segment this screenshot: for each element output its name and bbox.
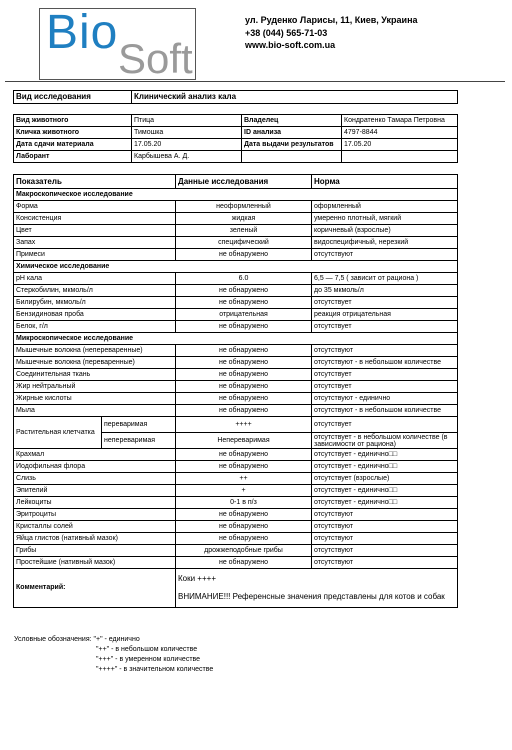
indicator-value: жидкая: [176, 213, 312, 225]
indicator-norm: отсутствуют: [312, 521, 458, 533]
fiber-digestible-label: переваримая: [102, 417, 176, 433]
comment-row: [14, 569, 458, 608]
indicator-norm: отсутствуют - единично: [312, 393, 458, 405]
indicator-norm: отсутствует (взрослые): [312, 473, 458, 485]
header-divider: [5, 81, 505, 82]
indicator-value: не обнаружено: [176, 297, 312, 309]
indicator-name: Цвет: [14, 225, 176, 237]
indicator-value: не обнаружено: [176, 533, 312, 545]
column-indicator: Показатель: [14, 175, 176, 189]
legend-line: "++++" - в значительном количестве: [96, 666, 214, 673]
species-label: Вид животного: [14, 115, 132, 127]
indicator-value: не обнаружено: [176, 249, 312, 261]
indicator-name: Примеси: [14, 249, 176, 261]
comment-label: Комментарий:: [14, 569, 176, 608]
indicator-norm: видоспецифичный, нерезкий: [312, 237, 458, 249]
lab-label: Лаборант: [14, 151, 132, 163]
indicator-name: Кристаллы солей: [14, 521, 176, 533]
indicator-name: Форма: [14, 201, 176, 213]
fiber-indigestible-norm: отсутствует - в небольшом количестве (в зависимости от рациона): [312, 433, 458, 449]
indicator-name: Мышечные волокна (непереваренные): [14, 345, 176, 357]
column-data: Данные исследования: [176, 175, 312, 189]
website: www.bio-soft.com.ua: [245, 40, 336, 50]
indicator-value: неоформленный: [176, 201, 312, 213]
table-row: [14, 273, 458, 285]
fiber-indigestible-value: Непереваримая: [176, 433, 312, 449]
table-row: [14, 369, 458, 381]
indicator-norm: отсутствуют - в небольшом количестве: [312, 405, 458, 417]
logo-bio-text: Bio: [46, 8, 119, 59]
info-row: [14, 115, 458, 127]
fiber-indigestible-label: непереваримая: [102, 433, 176, 449]
table-row: [14, 225, 458, 237]
owner-value: Кондратенко Тамара Петровна: [342, 115, 458, 127]
indicator-value: не обнаружено: [176, 449, 312, 461]
table-row: [14, 417, 458, 433]
table-row: [14, 557, 458, 569]
legend-line: "++" - в небольшом количестве: [96, 646, 198, 653]
indicator-norm: отсутствуют: [312, 345, 458, 357]
indicator-norm: отсутствует: [312, 381, 458, 393]
indicator-norm: отсутствуют: [312, 509, 458, 521]
results-table: [13, 174, 458, 608]
indicator-name: Крахмал: [14, 449, 176, 461]
study-type-table: [13, 90, 458, 104]
table-row: [14, 473, 458, 485]
table-row: [14, 497, 458, 509]
indicator-value: 6.0: [176, 273, 312, 285]
table-row: [14, 201, 458, 213]
indicator-value: дрожжеподобные грибы: [176, 545, 312, 557]
indicator-norm: отсутствует - единично□□: [312, 461, 458, 473]
indicator-norm: отсутствуют: [312, 545, 458, 557]
indicator-value: не обнаружено: [176, 357, 312, 369]
indicator-name: Запах: [14, 237, 176, 249]
indicator-name: Билирубин, мкмоль/л: [14, 297, 176, 309]
contact-block: [245, 14, 418, 52]
address: ул. Руденко Ларисы, 11, Киев, Украина: [245, 15, 418, 25]
analysis-id-value: 4797-8844: [342, 127, 458, 139]
indicator-name: Лейкоциты: [14, 497, 176, 509]
nickname-value: Тимошка: [132, 127, 242, 139]
indicator-value: не обнаружено: [176, 345, 312, 357]
indicator-norm: отсутствует: [312, 297, 458, 309]
indicator-name: Мышечные волокна (переваренные): [14, 357, 176, 369]
indicator-norm: 6,5 — 7,5 ( зависит от рациона ): [312, 273, 458, 285]
section-header: [14, 189, 458, 201]
table-row: [14, 449, 458, 461]
indicator-name: Соединительная ткань: [14, 369, 176, 381]
indicator-name: Мыла: [14, 405, 176, 417]
indicator-value: не обнаружено: [176, 285, 312, 297]
indicator-value: не обнаружено: [176, 405, 312, 417]
indicator-norm: отсутствует: [312, 369, 458, 381]
legend: [14, 635, 213, 675]
indicator-norm: отсутствует: [312, 321, 458, 333]
info-row: [14, 139, 458, 151]
indicator-value: не обнаружено: [176, 381, 312, 393]
indicator-name: Грибы: [14, 545, 176, 557]
section-micro: Микроскопическое исследование: [14, 333, 458, 345]
study-type-value: Клинический анализ кала: [132, 91, 458, 104]
indicator-name: Слизь: [14, 473, 176, 485]
phone: +38 (044) 565-71-03: [245, 27, 328, 38]
owner-label: Владелец: [242, 115, 342, 127]
table-row: [14, 249, 458, 261]
table-row: [14, 213, 458, 225]
table-row: [14, 381, 458, 393]
indicator-name: pH кала: [14, 273, 176, 285]
indicator-norm: реакция отрицательная: [312, 309, 458, 321]
section-chem: Химическое исследование: [14, 261, 458, 273]
table-row: [14, 461, 458, 473]
table-row: [14, 357, 458, 369]
table-row: [14, 321, 458, 333]
indicator-value: специфический: [176, 237, 312, 249]
indicator-norm: отсутствуют - в небольшом количестве: [312, 357, 458, 369]
section-header: [14, 333, 458, 345]
study-type-label: Вид исследования: [14, 91, 132, 104]
info-row: [14, 127, 458, 139]
indicator-name: Белок, г/л: [14, 321, 176, 333]
table-row: [14, 285, 458, 297]
indicator-norm: до 35 мкмоль/л: [312, 285, 458, 297]
table-row: [14, 345, 458, 357]
table-row: [14, 405, 458, 417]
indicator-value: +: [176, 485, 312, 497]
indicator-value: отрицательная: [176, 309, 312, 321]
indicator-value: не обнаружено: [176, 521, 312, 533]
analysis-id-label: ID анализа: [242, 127, 342, 139]
results-header-row: [14, 175, 458, 189]
fiber-name: Растительная клетчатка: [14, 417, 102, 449]
indicator-norm: отсутствует - единично□□: [312, 485, 458, 497]
table-row: [14, 309, 458, 321]
table-row: [14, 297, 458, 309]
submit-date-label: Дата сдачи материала: [14, 139, 132, 151]
table-row: [14, 485, 458, 497]
indicator-name: Эритроциты: [14, 509, 176, 521]
empty-cell: [242, 151, 342, 163]
column-norm: Норма: [312, 175, 458, 189]
indicator-value: не обнаружено: [176, 321, 312, 333]
indicator-name: Эпителий: [14, 485, 176, 497]
result-date-label: Дата выдачи результатов: [242, 139, 342, 151]
table-row: [14, 509, 458, 521]
result-date-value: 17.05.20: [342, 139, 458, 151]
indicator-norm: оформленный: [312, 201, 458, 213]
indicator-value: не обнаружено: [176, 557, 312, 569]
indicator-name: Консистенция: [14, 213, 176, 225]
comment-body: [176, 569, 458, 608]
section-macro: Макроскопическое исследование: [14, 189, 458, 201]
indicator-norm: отсутствует - единично□□: [312, 449, 458, 461]
indicator-norm: коричневый (взрослые): [312, 225, 458, 237]
empty-cell: [342, 151, 458, 163]
indicator-name: Жирные кислоты: [14, 393, 176, 405]
lab-value: Карбышева А. Д.: [132, 151, 242, 163]
indicator-norm: отсутствуют: [312, 249, 458, 261]
table-row: [14, 393, 458, 405]
indicator-norm: отсутствует - единично□□: [312, 497, 458, 509]
table-row: [14, 521, 458, 533]
indicator-norm: умеренно плотный, мягкий: [312, 213, 458, 225]
indicator-name: Стеркобилин, мкмоль/л: [14, 285, 176, 297]
comment-warning: ВНИМАНИЕ!!! Референсные значения представлены для котов и собак: [178, 592, 445, 601]
fiber-digestible-norm: отсутствует: [312, 417, 458, 433]
fiber-digestible-value: ++++: [176, 417, 312, 433]
legend-line: "+++" - в умеренном количестве: [96, 656, 201, 663]
indicator-value: не обнаружено: [176, 509, 312, 521]
indicator-norm: отсутствуют: [312, 533, 458, 545]
indicator-value: не обнаружено: [176, 393, 312, 405]
patient-info-table: [13, 114, 458, 163]
species-value: Птица: [132, 115, 242, 127]
section-header: [14, 261, 458, 273]
info-row: [14, 151, 458, 163]
submit-date-value: 17.05.20: [132, 139, 242, 151]
biosoft-logo: [39, 8, 196, 80]
indicator-name: Бензидиновая проба: [14, 309, 176, 321]
comment-line: Коки ++++: [178, 574, 216, 583]
table-row: [14, 545, 458, 557]
indicator-value: ++: [176, 473, 312, 485]
indicator-value: зеленый: [176, 225, 312, 237]
nickname-label: Кличка животного: [14, 127, 132, 139]
legend-line: Условные обозначения: "+" - единично: [14, 636, 140, 643]
indicator-value: не обнаружено: [176, 461, 312, 473]
indicator-name: Иодофильная флора: [14, 461, 176, 473]
indicator-name: Яйца глистов (нативный мазок): [14, 533, 176, 545]
indicator-name: Жир нейтральный: [14, 381, 176, 393]
indicator-value: не обнаружено: [176, 369, 312, 381]
indicator-name: Простейшие (нативный мазок): [14, 557, 176, 569]
indicator-norm: отсутствуют: [312, 557, 458, 569]
table-row: [14, 533, 458, 545]
indicator-value: 0-1 в п/з: [176, 497, 312, 509]
table-row: [14, 237, 458, 249]
logo-soft-text: Soft: [118, 35, 193, 80]
